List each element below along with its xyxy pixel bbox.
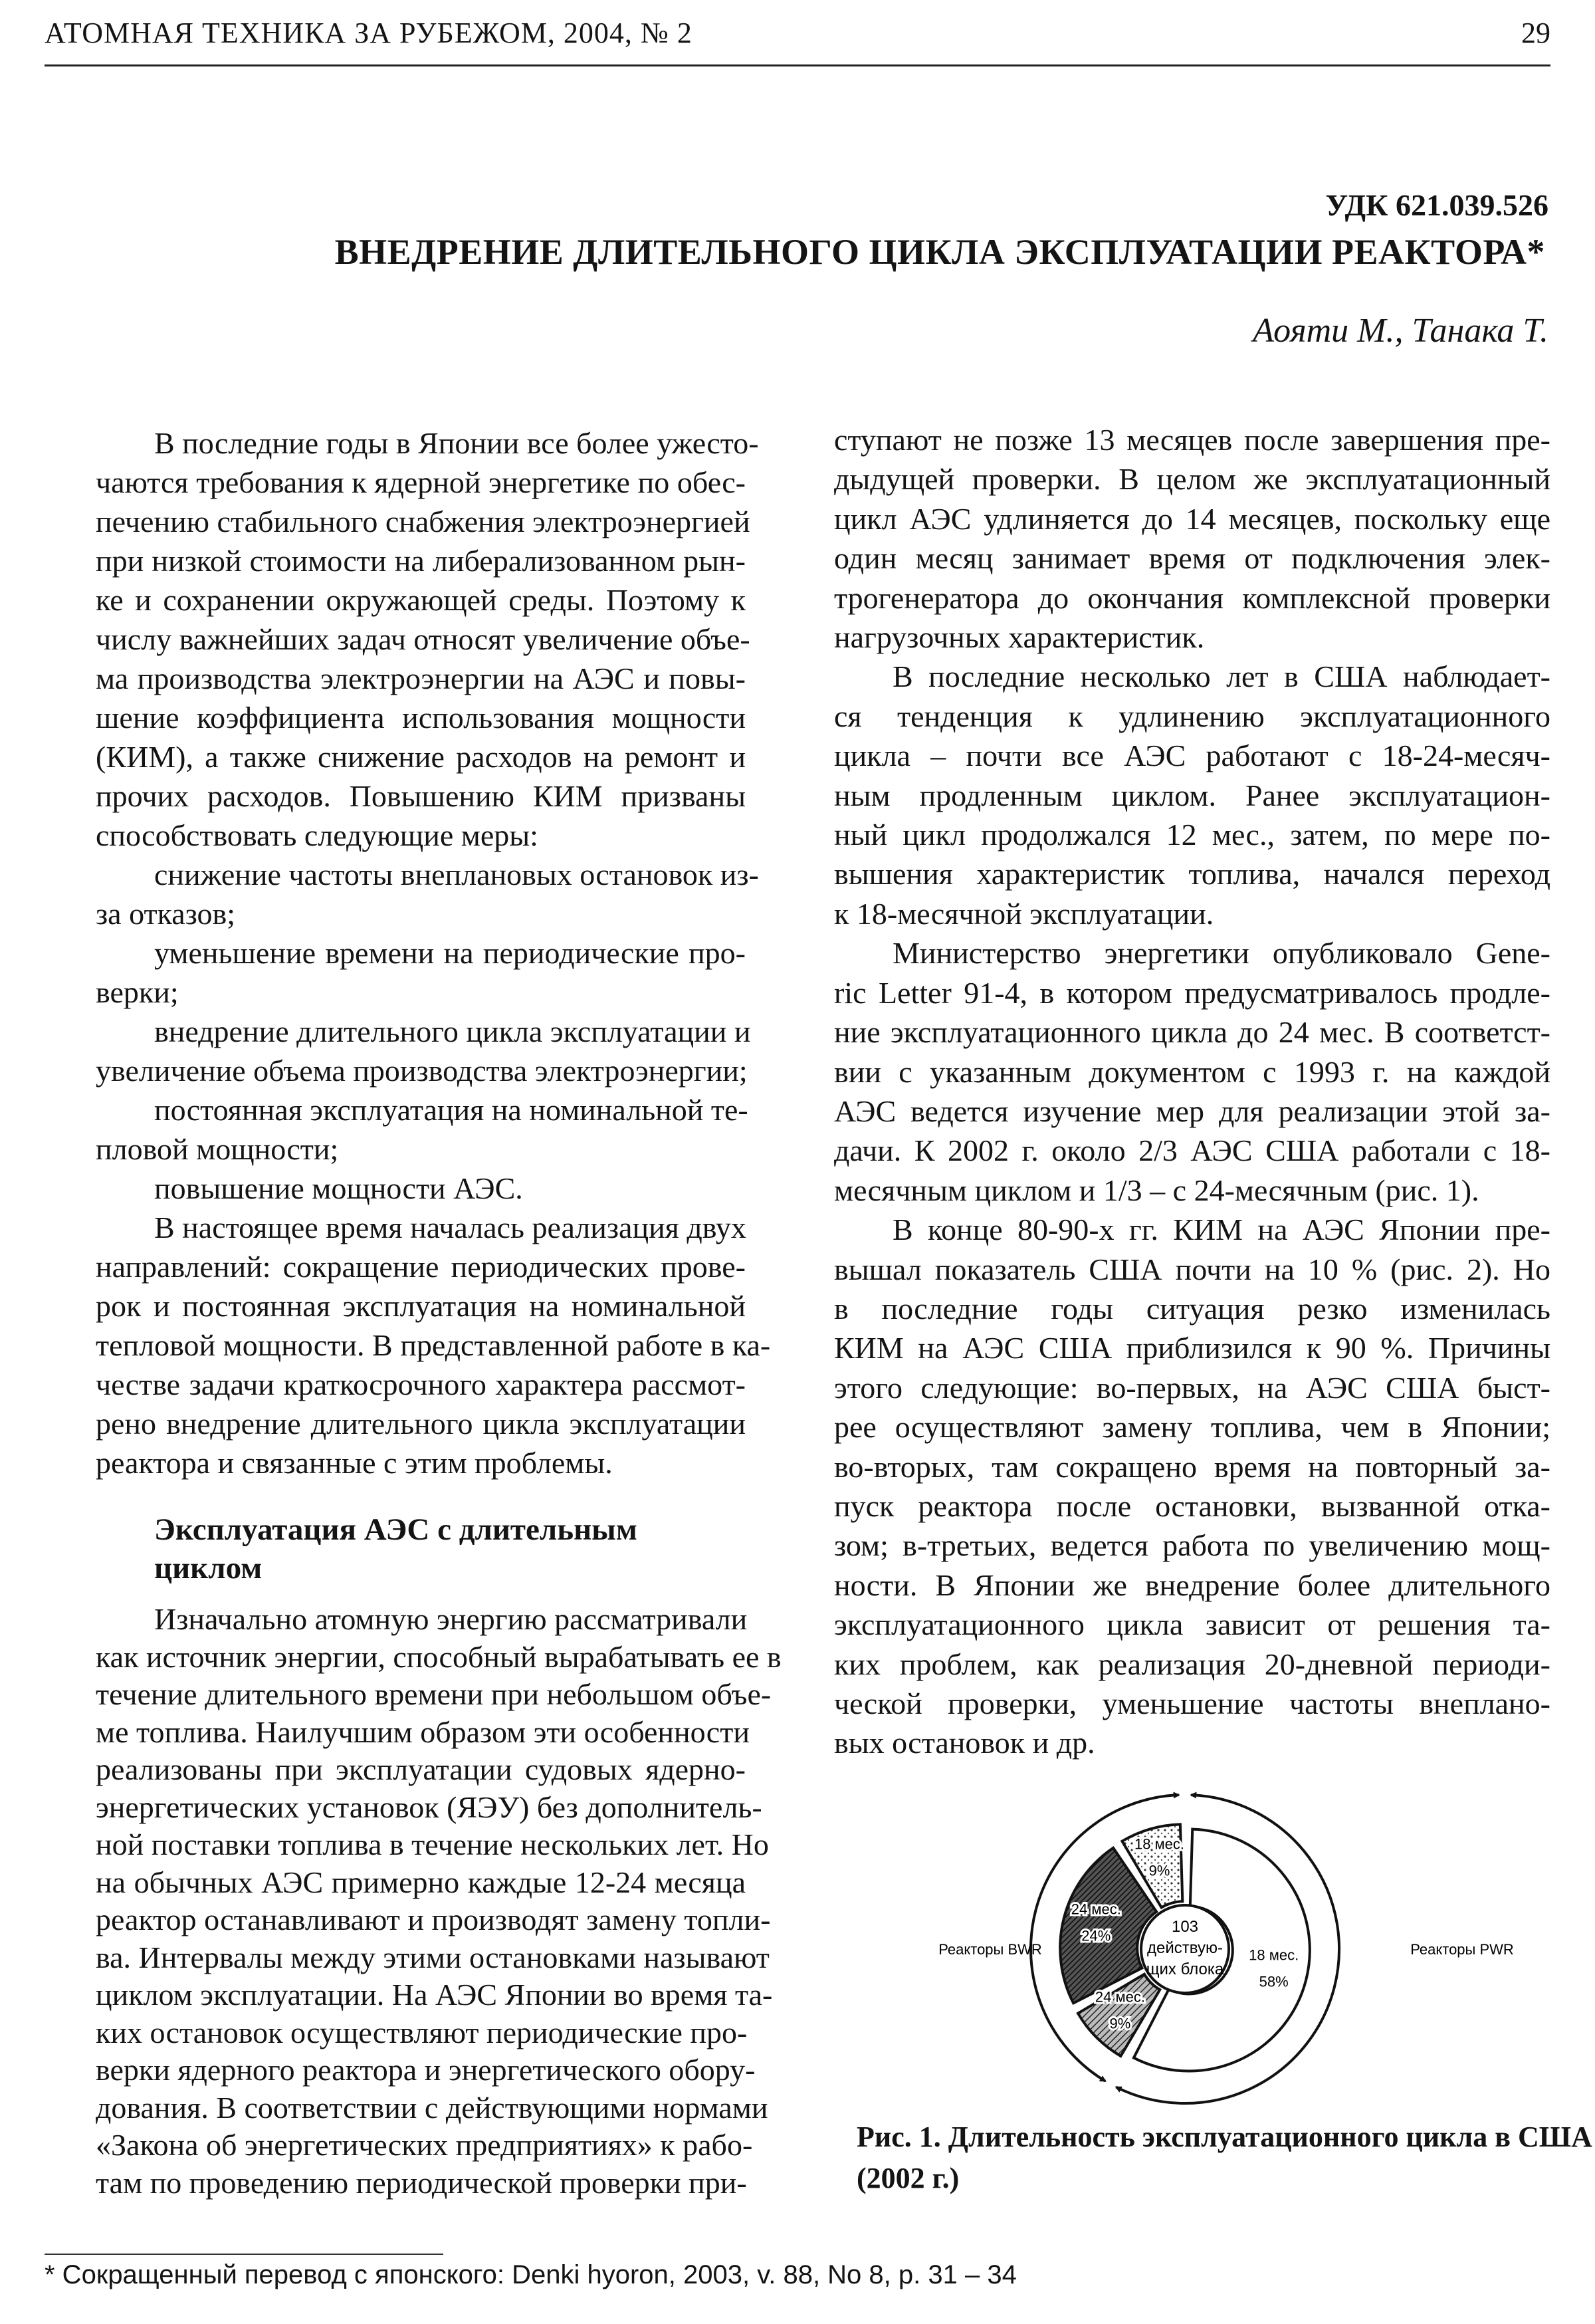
text-line: верки;: [96, 975, 179, 1009]
text-line: рее осуществляют замену топлива, чем в Японии;: [834, 1410, 1550, 1445]
article-authors: Аояти М., Танака Т.: [1253, 312, 1548, 350]
text-line: В последние годы в Японии все более ужесто-: [154, 426, 759, 460]
text-line: ние эксплуатационного цикла до 24 мес. В соответст-: [834, 1015, 1550, 1050]
slice-percent-label: 24%: [1081, 1927, 1111, 1944]
text-line: ной поставки топлива в течение нескольких лет. Но: [96, 1827, 769, 1861]
text-line: циклом эксплуатации. На АЭС Японии во время та-: [96, 1978, 773, 2012]
slice-cycle-label: 18 мес.: [1134, 1835, 1185, 1853]
text-line: пловой мощности;: [96, 1132, 339, 1166]
text-line: ме топлива. Наилучшим образом эти особенности: [96, 1714, 750, 1749]
text-line: реактора и связанные с этим проблемы.: [96, 1446, 613, 1480]
text-line: ся тенденция к удлинению эксплуатационного: [834, 699, 1550, 733]
text-line: реактор останавливают и производят замену топли-: [96, 1903, 771, 1936]
text-line: зом; в-третьих, ведется работа по увеличению мощ-: [834, 1528, 1550, 1563]
slice-percent-label: 9%: [1148, 1862, 1170, 1879]
text-line: там по проведению периодической проверки при-: [96, 2165, 747, 2200]
text-line: в последние годы ситуация резко изменилась: [834, 1291, 1550, 1326]
text-line: один месяц занимает время от подключения элек-: [834, 541, 1550, 576]
text-line: (КИМ), а также снижение расходов на ремонт и: [96, 740, 746, 774]
text-line: повышение мощности АЭС.: [154, 1171, 523, 1205]
text-line: этого следующие: во-первых, на АЭС США быст-: [834, 1370, 1550, 1405]
text-line: к 18-месячной эксплуатации.: [834, 896, 1214, 931]
text-line: верки ядерного реактора и энергетического обору-: [96, 2053, 756, 2087]
text-line: течение длительного времени при небольшом объе-: [96, 1677, 772, 1711]
text-line: эксплуатационного цикла зависит от решения та-: [834, 1607, 1550, 1642]
center-label-line2: действую-: [1147, 1939, 1223, 1957]
journal-header: АТОМНАЯ ТЕХНИКА ЗА РУБЕЖОМ, 2004, № 2: [45, 17, 692, 49]
footnote-rule: [45, 2254, 443, 2255]
text-line: ва. Интервалы между этими остановками называют: [96, 1940, 770, 1974]
text-line: тепловой мощности. В представленной работе в ка-: [96, 1328, 771, 1362]
left-column-part2: [96, 1601, 782, 2202]
slice-percent-label: 58%: [1259, 1973, 1289, 1990]
text-line: ric Letter 91-4, в котором предусматривалось продле-: [834, 975, 1550, 1010]
text-line: ких проблем, как реализация 20-дневной периоди-: [834, 1647, 1550, 1681]
center-label-count: 103: [1171, 1918, 1199, 1936]
text-line: реализованы при эксплуатации судовых ядерно-: [96, 1752, 746, 1786]
text-line: честве задачи краткосрочного характера рассмот-: [96, 1367, 746, 1401]
text-line: способствовать следующие меры:: [96, 818, 538, 852]
udk-code: УДК 621.039.526: [1325, 188, 1548, 222]
text-line: цикла – почти все АЭС работают с 18-24-месяч-: [834, 739, 1550, 773]
text-line: ческой проверки, уменьшение частоты внеплано-: [834, 1686, 1550, 1720]
section-heading-line: Эксплуатация АЭС с длительным: [154, 1512, 637, 1547]
text-line: Министерство энергетики опубликовало Gene-: [893, 936, 1550, 971]
text-line: вых остановок и др.: [834, 1726, 1095, 1760]
text-line: печению стабильного снабжения электроэнергией: [96, 505, 750, 538]
text-line: ке и сохранении окружающей среды. Поэтому к: [96, 583, 746, 617]
text-line: снижение частоты внеплановых остановок из-: [154, 858, 759, 891]
figure-caption: [857, 2117, 1592, 2199]
text-line: энергетических установок (ЯЭУ) без дополнитель-: [96, 1790, 762, 1824]
text-line: В конце 80-90-х гг. КИМ на АЭС Японии пре-: [893, 1213, 1550, 1247]
text-line: В настоящее время началась реализация двух: [154, 1211, 746, 1244]
footnote: * Сокращенный перевод с японского: Denki hyoron, 2003, v. 88, No 8, p. 31 – 34: [45, 2260, 1017, 2289]
text-line: месячным циклом и 1/3 – с 24-месячным (рис. 1).: [834, 1173, 1479, 1207]
text-line: направлений: сокращение периодических прове-: [96, 1250, 746, 1284]
header-rule: [45, 64, 1550, 66]
text-line: дачи. К 2002 г. около 2/3 АЭС США работали с 18-: [834, 1133, 1550, 1168]
text-line: внедрение длительного цикла эксплуатации и: [154, 1014, 751, 1048]
text-line: АЭС ведется изучение мер для реализации этой за-: [834, 1094, 1550, 1128]
text-line: за отказов;: [96, 897, 236, 931]
text-line: во-вторых, там сокращено время на повторный за-: [834, 1449, 1550, 1484]
figure-caption-line: Рис. 1. Длительность эксплуатационного цикла в США: [857, 2121, 1592, 2153]
text-line: Изначально атомную энергию рассматривали: [154, 1602, 748, 1636]
section-heading-line: циклом: [154, 1551, 263, 1585]
left-column-part1: [96, 423, 771, 1482]
text-line: КИМ на АЭС США приблизился к 90 %. Причины: [834, 1331, 1550, 1365]
text-line: шение коэффициента использования мощности: [96, 701, 746, 735]
text-line: уменьшение времени на периодические про-: [154, 936, 746, 970]
text-line: цикл АЭС удлиняется до 14 месяцев, поскольку еще: [834, 501, 1550, 536]
text-line: ным продленным циклом. Ранее эксплуатацион-: [834, 778, 1550, 812]
slice-percent-label: 9%: [1109, 2015, 1131, 2032]
text-line: дования. В соответствии с действующими нормами: [96, 2090, 768, 2125]
figure-1-pie-chart: [864, 1768, 1595, 2127]
text-line: прочих расходов. Повышению КИМ призваны: [96, 779, 746, 813]
text-line: ма производства электроэнергии на АЭС и повы-: [96, 661, 746, 695]
pie-chart: [864, 1768, 1595, 2127]
text-line: вышения характеристик топлива, начался переход: [834, 857, 1550, 891]
slice-cycle-label: 24 мес.: [1095, 1988, 1145, 2006]
text-line: ких остановок осуществляют периодические про-: [96, 2015, 748, 2049]
text-line: увеличение объема производства электроэнергии;: [96, 1054, 748, 1088]
right-column: [834, 420, 1550, 1763]
page-number: 29: [1521, 17, 1550, 49]
center-label-line3: щих блока: [1146, 1960, 1224, 1978]
text-line: рок и постоянная эксплуатация на номинальной: [96, 1289, 746, 1323]
text-line: нагрузочных характеристик.: [834, 620, 1205, 655]
text-line: числу важнейших задач относят увеличение объе-: [96, 622, 750, 656]
text-line: трогенератора до окончания комплексной проверки: [834, 580, 1550, 615]
group-label-bwr: Реакторы BWR: [938, 1941, 1042, 1958]
article-title: ВНЕДРЕНИЕ ДЛИТЕЛЬНОГО ЦИКЛА ЭКСПЛУАТАЦИИ РЕАКТОРА*: [334, 232, 1545, 272]
text-line: В последние несколько лет в США наблюдает-: [893, 659, 1550, 694]
text-line: рено внедрение длительного цикла эксплуатации: [96, 1407, 746, 1441]
text-line: «Закона об энергетических предприятиях» к рабо-: [96, 2128, 753, 2162]
text-line: чаются требования к ядерной энергетике по обес-: [96, 465, 746, 499]
text-line: ный цикл продолжался 12 мес., затем, по мере по-: [834, 818, 1550, 852]
slice-cycle-label: 24 мес.: [1071, 1901, 1121, 1918]
text-line: постоянная эксплуатация на номинальной те-: [154, 1093, 748, 1127]
text-line: вышал показатель США почти на 10 % (рис. 2). Но: [834, 1252, 1550, 1286]
text-line: дыдущей проверки. В целом же эксплуатационный: [834, 462, 1550, 497]
text-line: ступают не позже 13 месяцев после завершения пре-: [834, 423, 1550, 457]
group-label-pwr: Реакторы PWR: [1410, 1941, 1514, 1958]
text-line: вии с указанным документом с 1993 г. на каждой: [834, 1054, 1550, 1089]
text-line: на обычных АЭС примерно каждые 12-24 месяца: [96, 1865, 746, 1899]
section-heading: [154, 1510, 739, 1587]
text-line: ности. В Японии же внедрение более длительного: [834, 1568, 1550, 1602]
text-line: при низкой стоимости на либерализованном рын-: [96, 544, 746, 578]
text-line: пуск реактора после остановки, вызванной отка-: [834, 1488, 1550, 1523]
slice-cycle-label: 18 мес.: [1249, 1946, 1299, 1964]
figure-caption-line: (2002 г.): [857, 2162, 960, 2194]
text-line: как источник энергии, способный вырабатывать ее в: [96, 1639, 782, 1674]
